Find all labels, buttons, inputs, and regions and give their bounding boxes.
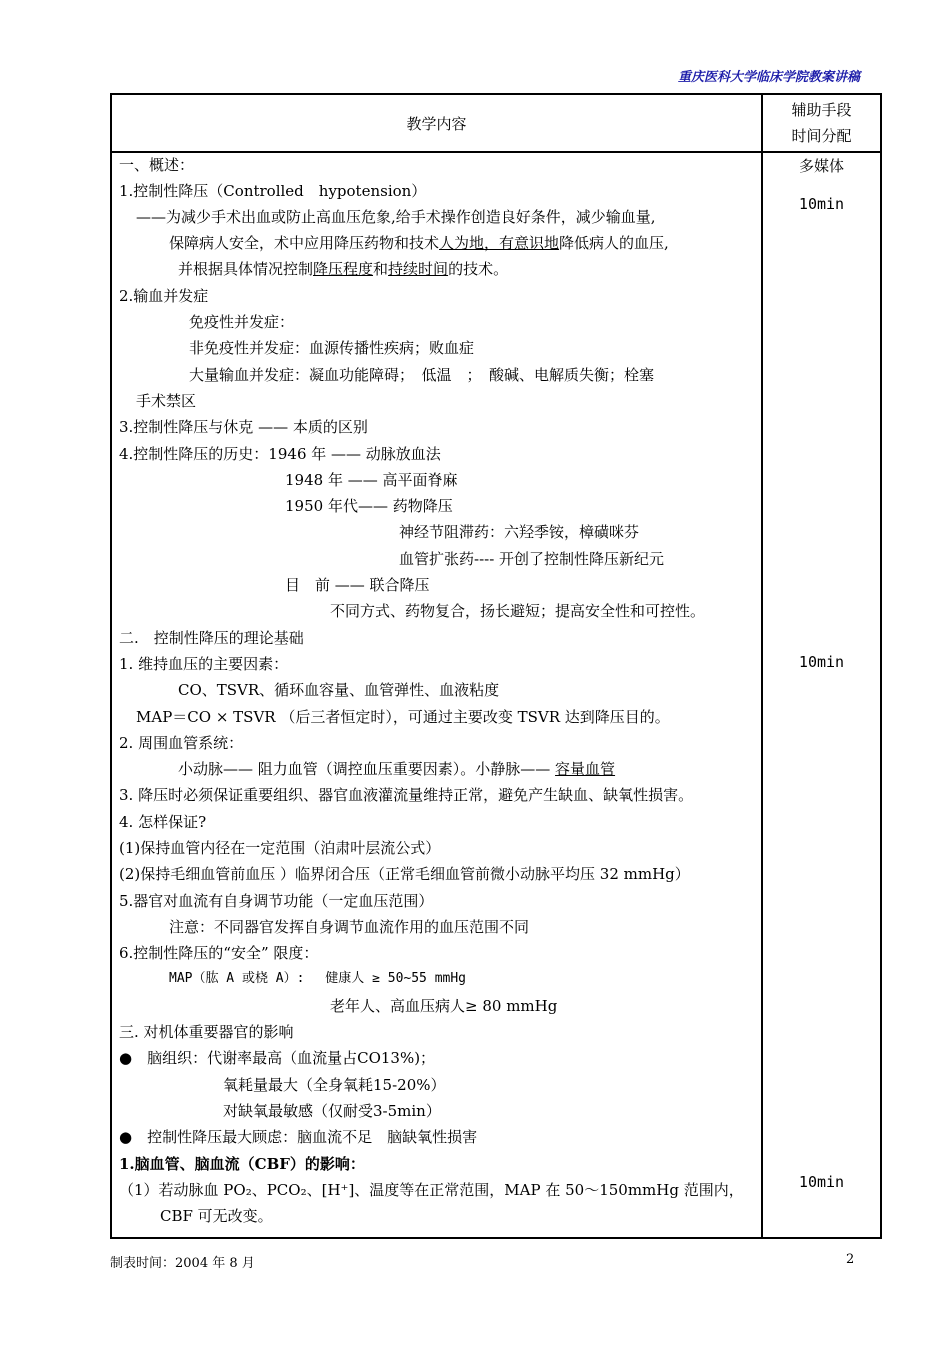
item-3-1: 1.脑血管、脑血流（CBF）的影响： — [119, 1155, 365, 1173]
definition-line-2b: 降低病人的血压, — [559, 234, 669, 252]
section-3-heading: 三. 对机体重要器官的影响 — [119, 1023, 294, 1041]
aid-multimedia: 多媒体 — [798, 157, 844, 175]
definition-emphasis-1: 人为地，有意识地 — [439, 234, 560, 252]
surgery-forbidden-zone: 手术禁区 — [136, 392, 197, 410]
item-2-5-note: 注意：不同器官发挥自身调节血流作用的血压范围不同 — [169, 918, 530, 936]
item-2-6: 6.控制性降压的“安全” 限度： — [119, 944, 319, 962]
history-1950: 1950 年代—— 药物降压 — [285, 497, 453, 515]
content-column-header: 教学内容 — [111, 94, 762, 152]
item-2-3: 3. 降压时必须保证重要组织、器官血液灌流量维持正常，避免产生缺血、缺氧性损害。 — [119, 786, 694, 804]
brain-metabolism: ● 脑组织：代谢率最高（血流量占CO13%)； — [119, 1049, 436, 1067]
complication-massive: 大量输血并发症：凝血功能障碍； 低温 ； 酸碱、电解质失衡；栓塞 — [189, 366, 655, 384]
definition-line-2a: 保障病人安全，术中应用降压药物和技术 — [169, 234, 440, 252]
definition-line-3b: 和 — [373, 260, 389, 278]
vessel-types-text: 小动脉—— 阻力血管（调控血压重要因素）。小静脉—— — [178, 760, 556, 778]
aid-cell — [762, 152, 881, 1238]
time-allocation-1: 10min — [798, 195, 845, 213]
item-2-4: 4. 怎样保证? — [119, 813, 207, 831]
history-current: 目 前 —— 联合降压 — [285, 576, 430, 594]
item-2-4-2: (2)保持毛细血管前血压 ）临界闭合压（正常毛细血管前微小动脉平均压 32 mmHg） — [119, 865, 690, 883]
item-1-4: 4.控制性降压的历史：1946 年 —— 动脉放血法 — [119, 445, 441, 463]
controlled-hypotension-concern: ● 控制性降压最大顾虑：脑血流不足 脑缺氧性损害 — [119, 1128, 478, 1146]
history-combined-detail: 不同方式、药物复合，扬长避短；提高安全性和可控性。 — [330, 602, 706, 620]
item-2-5: 5.器官对血流有自身调节功能（一定血压范围） — [119, 892, 434, 910]
header-title: 重庆医科大学临床学院教案讲稿 — [677, 70, 860, 85]
aid-header-line1: 辅助手段 — [791, 101, 852, 119]
definition-line-1: ——为减少手术出血或防止高血压危象,给手术操作创造良好条件，减少输血量, — [136, 208, 656, 226]
aid-header-line2: 时间分配 — [791, 127, 852, 145]
time-allocation-3: 10min — [798, 1173, 845, 1191]
history-ganglion-blockers: 神经节阻滞药：六羟季铵，樟磺咪芬 — [399, 523, 640, 541]
definition-emphasis-2: 降压程度 — [313, 260, 374, 278]
vessel-types — [178, 759, 615, 779]
item-2-2: 2. 周围血管系统： — [119, 734, 244, 752]
brain-oxygen: 氧耗量最大（全身氧耗15-20%） — [223, 1076, 446, 1094]
time-allocation-2: 10min — [798, 653, 845, 671]
lesson-table — [110, 93, 882, 1239]
safety-limit-elderly: 老年人、高血压病人≥ 80 mmHg — [330, 997, 558, 1015]
capacitance-vessel: 容量血管 — [555, 760, 616, 778]
item-2-4-1: (1)保持血管内径在一定范围（泊肃叶层流公式） — [119, 839, 441, 857]
item-1-2: 2.输血并发症 — [119, 287, 209, 305]
complication-immune: 免疫性并发症： — [189, 313, 295, 331]
history-vasodilators: 血管扩张药---- 开创了控制性降压新纪元 — [399, 550, 665, 568]
definition-line-3c: 的技术。 — [448, 260, 509, 278]
history-1948: 1948 年 —— 高平面脊麻 — [285, 471, 458, 489]
definition-line-3a: 并根据具体情况控制 — [178, 260, 314, 278]
map-formula: MAP＝CO × TSVR （后三者恒定时），可通过主要改变 TSVR 达到降压目的。 — [136, 708, 670, 726]
item-1-1 — [119, 181, 426, 201]
brain-hypoxia: 对缺氧最敏感（仅耐受3-5min） — [223, 1102, 441, 1120]
item-1-1-text: 1.控制性降压（Controlled hypotension） — [119, 182, 427, 200]
safety-limit-healthy: MAP（肱 A 或桡 A）: 健康人 ≥ 50~55 mmHg — [169, 971, 467, 986]
item-3-1-1-cont: CBF 可无改变。 — [160, 1207, 273, 1225]
definition-line-2 — [169, 233, 669, 253]
item-2-1: 1. 维持血压的主要因素： — [119, 655, 289, 673]
content-cell — [111, 152, 762, 1238]
section-1-heading: 一、概述： — [119, 156, 195, 174]
item-3-1-1: （1）若动脉血 PO₂、PCO₂、[H⁺]、温度等在正常范围，MAP 在 50～150mmHg 范围内， — [119, 1181, 744, 1199]
page-number: 2 — [846, 1252, 855, 1267]
footer-date: 制表时间：2004 年 8 月 — [110, 1256, 255, 1271]
section-2-heading: 二. 控制性降压的理论基础 — [119, 629, 304, 647]
definition-line-3 — [178, 259, 508, 279]
aid-column-header — [762, 94, 881, 152]
definition-emphasis-3: 持续时间 — [388, 260, 449, 278]
bp-factors: CO、TSVR、循环血容量、血管弹性、血液粘度 — [178, 681, 500, 699]
item-1-3: 3.控制性降压与休克 —— 本质的区别 — [119, 418, 368, 436]
complication-nonimmune: 非免疫性并发症：血源传播性疾病；败血症 — [189, 339, 475, 357]
